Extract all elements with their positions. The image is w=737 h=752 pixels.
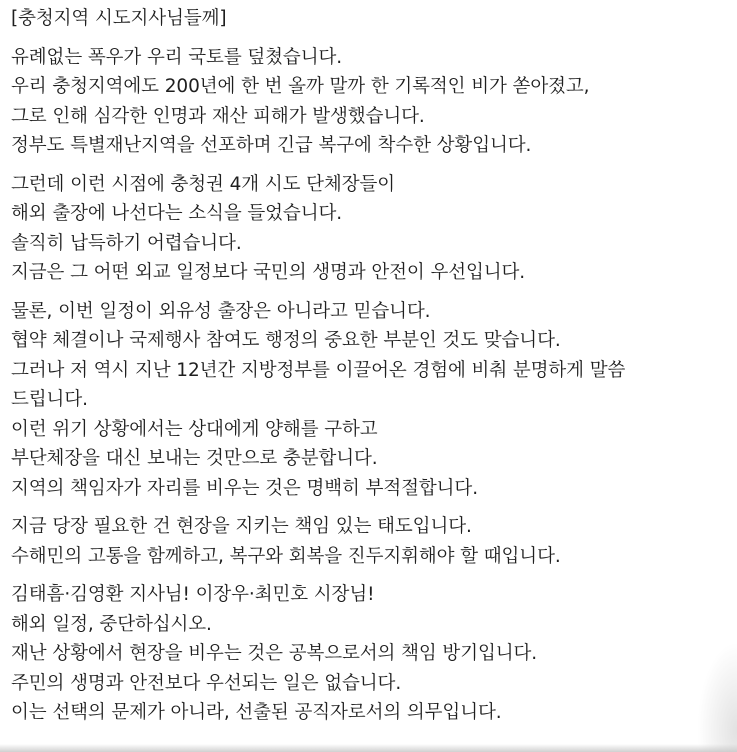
text-line: 지금은 그 어떤 외교 일정보다 국민의 생명과 안전이 우선입니다. (11, 262, 526, 283)
text-line: [충청지역 시도지사님들께] (11, 8, 227, 29)
text-line: 드립니다. (11, 389, 88, 410)
post-body (11, 4, 729, 728)
text-line: 주민의 생명과 안전보다 우선되는 일은 없습니다. (11, 672, 402, 694)
text-line: 그로 인해 심각한 인명과 재산 피해가 발생했습니다. (11, 105, 425, 127)
text-line: 우리 충청지역에도 200년에 한 번 올까 말까 한 기록적인 비가 쏟아졌고, (11, 76, 590, 97)
text-line: 지금 당장 필요한 건 현장을 지키는 책임 있는 태도입니다. (11, 516, 472, 537)
text-line: 그런데 이런 시점에 충청권 4개 시도 단체장들이 (11, 173, 396, 195)
text-line: 이런 위기 상황에서는 상대에게 양해를 구하고 (11, 418, 378, 440)
paragraph (11, 297, 729, 504)
paragraph (11, 512, 729, 571)
text-line: 해외 출장에 나선다는 소식을 들었습니다. (11, 203, 343, 224)
text-line: 지역의 책임자가 자리를 비우는 것은 명백히 부적절합니다. (11, 477, 478, 499)
text-line: 유례없는 폭우가 우리 국토를 덮쳤습니다. (11, 46, 343, 68)
text-line: 정부도 특별재난지역을 선포하며 긴급 복구에 착수한 상황입니다. (11, 135, 532, 156)
text-line: 재난 상황에서 현장을 비우는 것은 공복으로서의 책임 방기입니다. (11, 643, 538, 664)
text-line: 그러나 저 역시 지난 12년간 지방정부를 이끌어온 경험에 비춰 분명하게 말씀 (11, 359, 626, 381)
paragraph (11, 170, 729, 288)
text-line: 부단체장을 대신 보내는 것만으로 충분합니다. (11, 448, 378, 469)
text-line: 협약 체결이나 국제행사 참여도 행정의 중요한 부분인 것도 맞습니다. (11, 330, 561, 351)
text-line: 해외 일정, 중단하십시오. (11, 613, 212, 635)
text-line: 솔직히 납득하기 어렵습니다. (11, 232, 242, 254)
text-line: 수해민의 고통을 함께하고, 복구와 회복을 진두지휘해야 할 때입니다. (11, 545, 561, 567)
paragraph (11, 580, 729, 728)
paragraph (11, 43, 729, 161)
text-line: 김태흠·김영환 지사님! 이장우·최민호 시장님! (11, 584, 375, 605)
text-line: 물론, 이번 일정이 외유성 출장은 아니라고 믿습니다. (11, 300, 431, 322)
corner-shadow (697, 642, 737, 752)
text-line: 이는 선택의 문제가 아니라, 선출된 공직자로서의 의무입니다. (11, 702, 502, 723)
bottom-fade (0, 744, 737, 752)
post-heading (11, 4, 729, 34)
